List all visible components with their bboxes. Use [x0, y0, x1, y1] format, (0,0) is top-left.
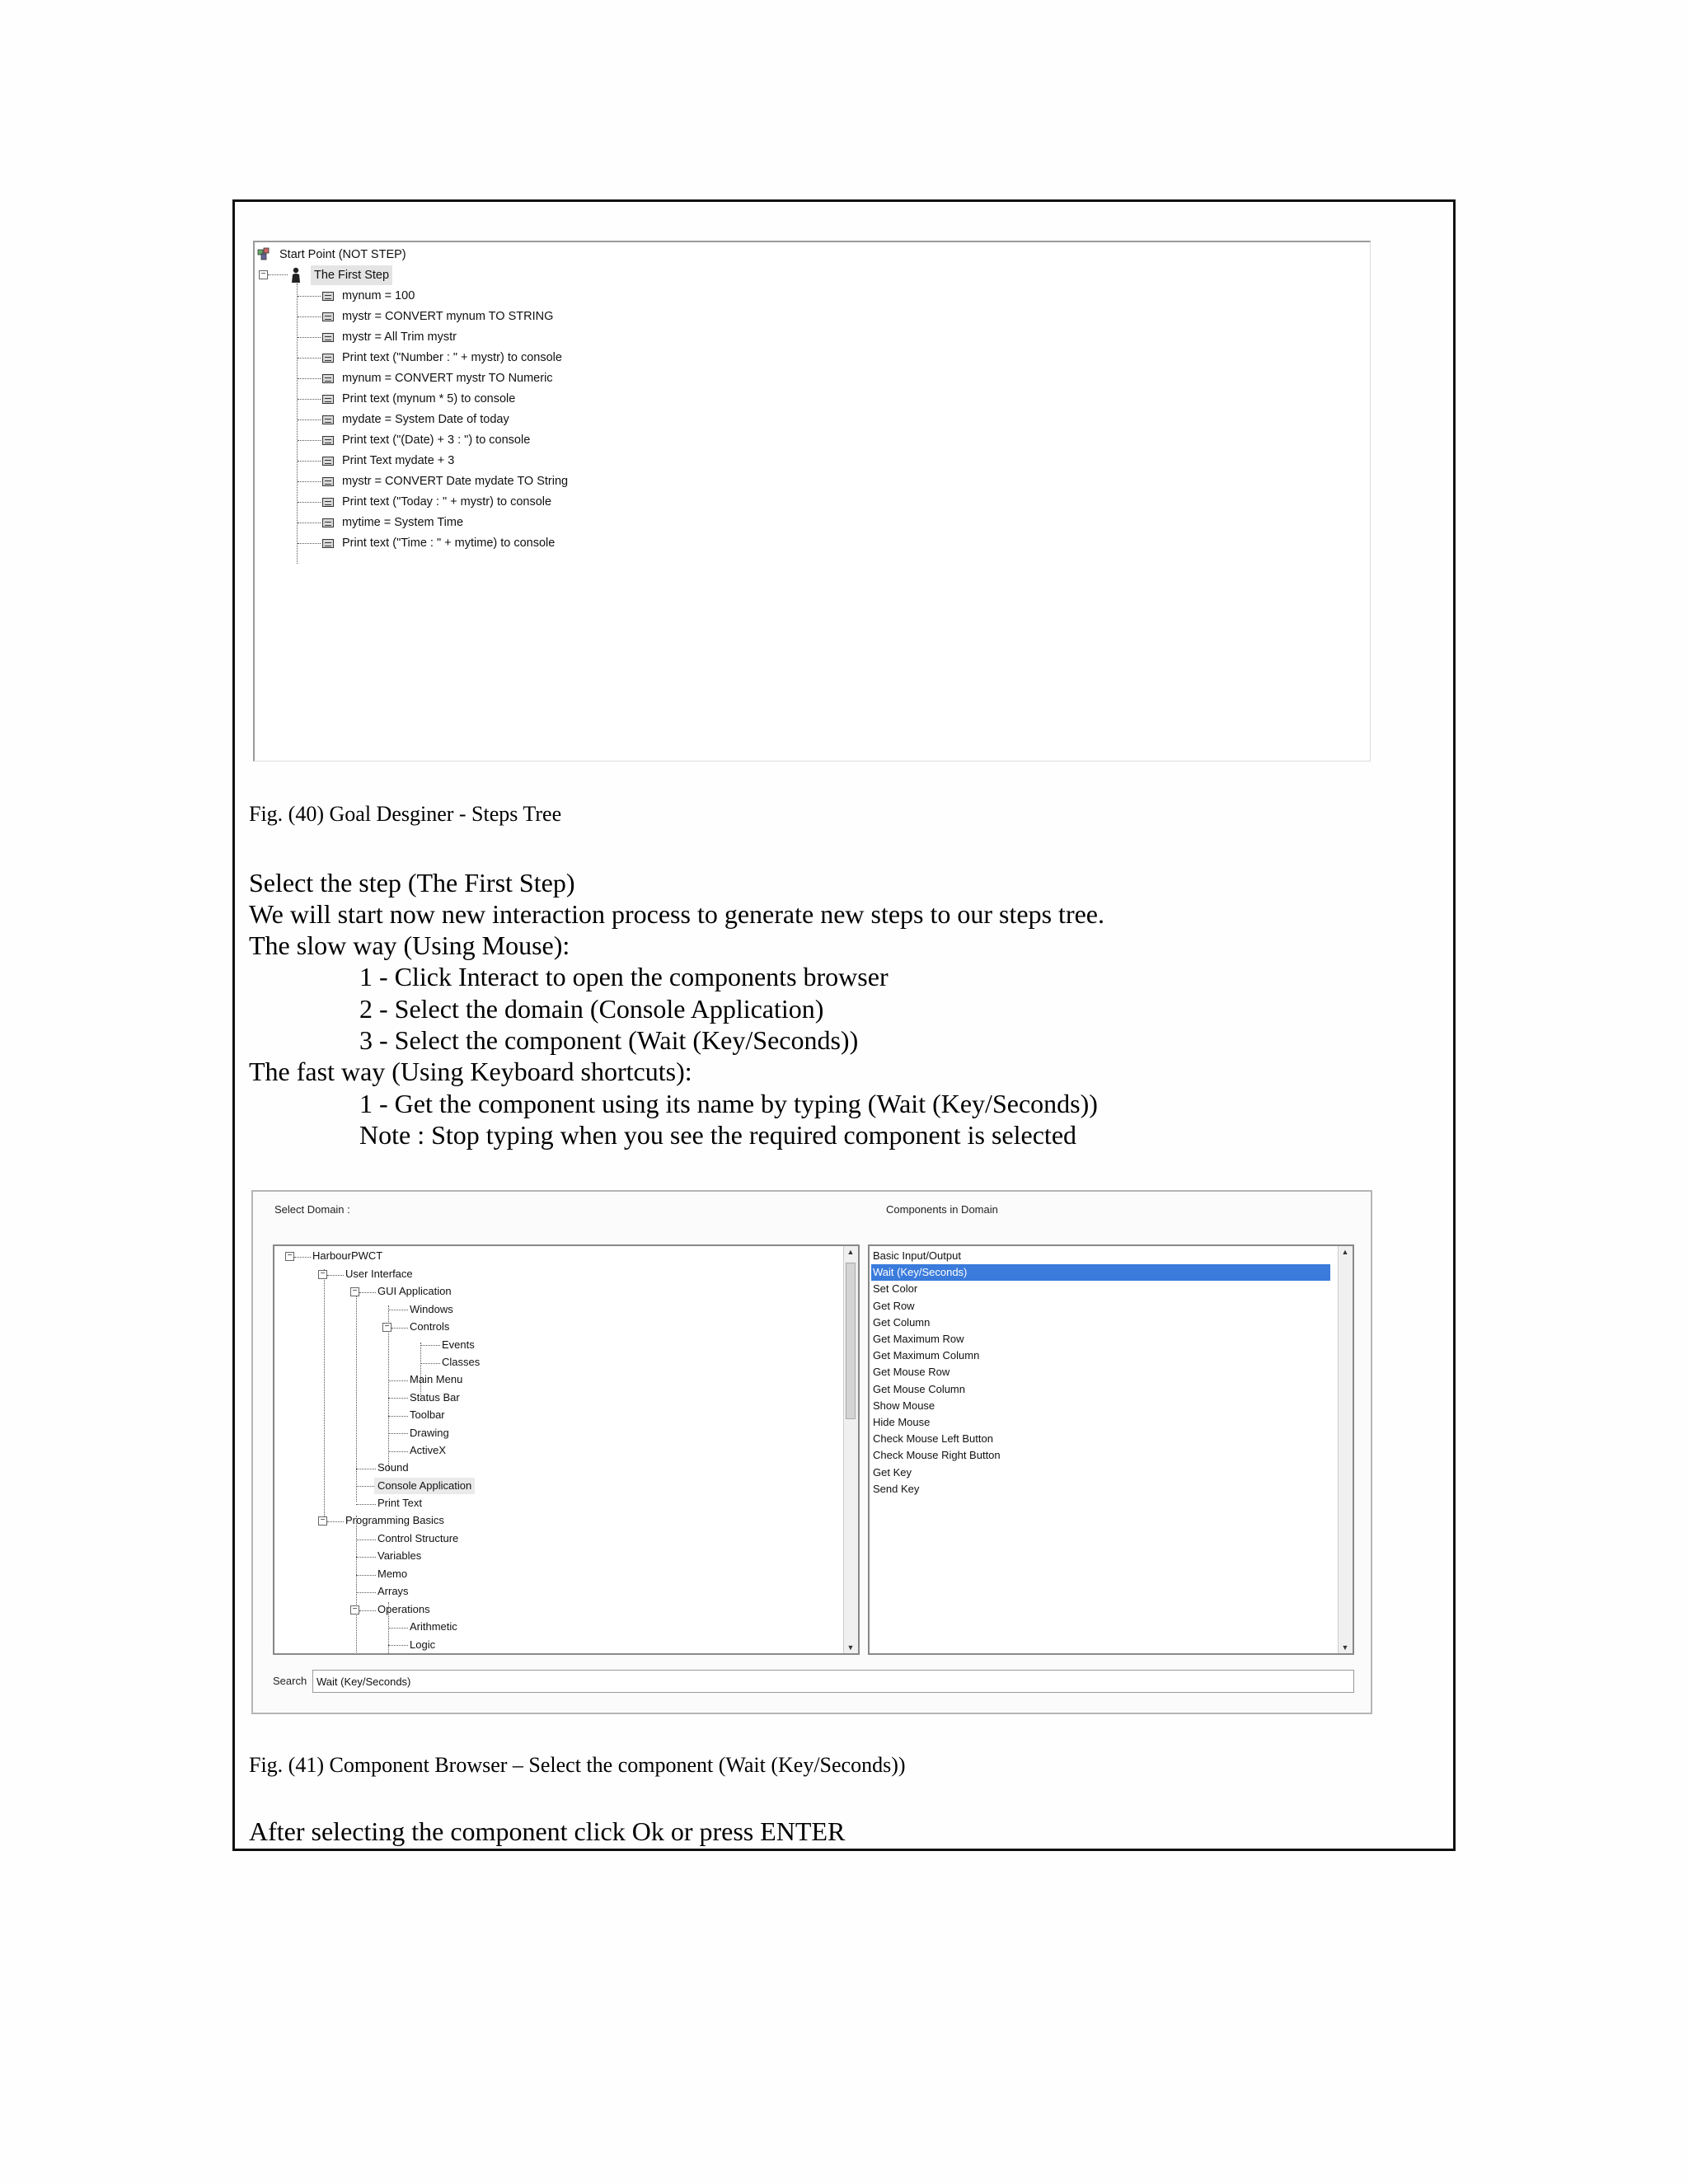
step-label: Print text ("Number : " + mystr) to console: [342, 351, 562, 364]
figure-41-caption: Fig. (41) Component Browser – Select the component (Wait (Key/Seconds)): [249, 1753, 906, 1777]
step-item[interactable]: [322, 410, 509, 429]
text-select-step: Select the step (The First Step): [249, 868, 575, 898]
component-item[interactable]: Get Mouse Column: [873, 1382, 965, 1395]
domain-node-print-text[interactable]: Print Text: [377, 1497, 422, 1509]
step-label: mystr = CONVERT Date mydate TO String: [342, 475, 569, 488]
components-list-scrollbar[interactable]: [1338, 1246, 1353, 1653]
step-label: Print text (mynum * 5) to console: [342, 392, 516, 405]
person-icon: [291, 267, 301, 284]
component-item-selected[interactable]: Wait (Key/Seconds): [871, 1264, 1330, 1281]
step-item[interactable]: [322, 307, 553, 326]
component-item[interactable]: Get Maximum Column: [873, 1349, 980, 1362]
component-item[interactable]: Send Key: [873, 1482, 920, 1495]
collapse-toggle[interactable]: −: [259, 270, 268, 279]
domain-node-main-menu[interactable]: Main Menu: [410, 1373, 463, 1385]
step-item[interactable]: [322, 471, 568, 491]
scroll-thumb[interactable]: [846, 1263, 856, 1419]
step-label: mydate = System Date of today: [342, 413, 509, 426]
step-icon: [322, 312, 334, 321]
domain-node-logic[interactable]: Logic: [410, 1638, 436, 1651]
step-icon: [322, 333, 334, 342]
step-label: mystr = All Trim mystr: [342, 330, 457, 344]
domain-node-activex[interactable]: ActiveX: [410, 1444, 447, 1456]
step-item[interactable]: [322, 492, 551, 512]
step-label: Print text ("Time : " + mytime) to console: [342, 537, 556, 550]
step-item[interactable]: [322, 327, 457, 347]
domain-node-windows[interactable]: Windows: [410, 1303, 453, 1315]
steps-tree-panel: [253, 241, 1371, 762]
step-label: mynum = CONVERT mystr TO Numeric: [342, 372, 553, 385]
component-item[interactable]: Hide Mouse: [873, 1416, 931, 1428]
expand-operations-toggle[interactable]: −: [350, 1605, 359, 1615]
step-icon: [322, 477, 334, 486]
scroll-up-arrow-icon[interactable]: ▲: [846, 1248, 855, 1256]
step-icon: [322, 539, 334, 548]
text-note: Note : Stop typing when you see the required component is selected: [359, 1120, 1077, 1150]
domain-node-console-application[interactable]: Console Application: [374, 1478, 475, 1494]
step-item[interactable]: [322, 368, 553, 388]
step-icon: [322, 457, 334, 466]
domain-node-gui-application[interactable]: GUI Application: [377, 1285, 452, 1297]
step-icon: [322, 354, 334, 363]
step-item[interactable]: [322, 451, 454, 471]
tree-node-first-step[interactable]: [311, 265, 392, 285]
domain-tree-scrollbar[interactable]: [843, 1246, 858, 1653]
expand-controls-toggle[interactable]: −: [382, 1323, 392, 1332]
first-step-label: The First Step: [314, 269, 390, 282]
component-item[interactable]: Basic Input/Output: [873, 1249, 961, 1262]
domain-node-user-interface[interactable]: User Interface: [345, 1268, 413, 1280]
component-item[interactable]: Get Mouse Row: [873, 1366, 950, 1379]
domain-node-classes[interactable]: Classes: [442, 1356, 481, 1368]
text-fast-step-1: 1 - Get the component using its name by typing (Wait (Key/Seconds)): [359, 1089, 1098, 1118]
step-item[interactable]: [322, 513, 463, 532]
text-slow-step-3: 3 - Select the component (Wait (Key/Seconds)): [359, 1025, 859, 1055]
search-label: Search: [273, 1675, 307, 1687]
text-after-selecting: After selecting the component click Ok or press ENTER: [249, 1816, 846, 1846]
domain-node-programming-basics[interactable]: Programming Basics: [345, 1514, 444, 1526]
text-slow-step-2: 2 - Select the domain (Console Application): [359, 994, 824, 1024]
figure-40-caption: Fig. (40) Goal Desginer - Steps Tree: [249, 802, 562, 826]
domain-node-events[interactable]: Events: [442, 1338, 475, 1351]
domain-node-harbourpwct[interactable]: HarbourPWCT: [312, 1249, 383, 1262]
component-item[interactable]: Get Row: [873, 1299, 915, 1312]
expand-gui-application-toggle[interactable]: −: [350, 1287, 359, 1296]
domain-node-memo[interactable]: Memo: [377, 1568, 408, 1580]
component-item[interactable]: Check Mouse Right Button: [873, 1449, 1001, 1462]
step-item[interactable]: [322, 286, 415, 306]
domain-tree[interactable]: [273, 1244, 860, 1655]
text-slow-way: The slow way (Using Mouse):: [249, 930, 570, 960]
scroll-down-arrow-icon[interactable]: ▼: [846, 1643, 855, 1652]
domain-node-controls[interactable]: Controls: [410, 1320, 450, 1333]
domain-node-drawing[interactable]: Drawing: [410, 1427, 449, 1439]
step-item[interactable]: [322, 430, 530, 450]
step-icon: [322, 374, 334, 383]
domain-node-operations[interactable]: Operations: [377, 1603, 430, 1615]
component-item[interactable]: Get Column: [873, 1315, 931, 1329]
step-label: mystr = CONVERT mynum TO STRING: [342, 310, 554, 323]
step-label: mytime = System Time: [342, 516, 464, 529]
step-icon: [322, 436, 334, 445]
domain-node-arithmetic[interactable]: Arithmetic: [410, 1620, 457, 1633]
domain-node-sound[interactable]: Sound: [377, 1461, 409, 1474]
step-item[interactable]: [322, 533, 555, 553]
scroll-up-arrow-icon[interactable]: ▲: [1341, 1248, 1349, 1256]
step-label: Print text ("Today : " + mystr) to console: [342, 495, 552, 509]
step-icon: [322, 292, 334, 301]
component-item[interactable]: Set Color: [873, 1282, 918, 1296]
domain-node-toolbar[interactable]: Toolbar: [410, 1408, 445, 1421]
step-icon: [322, 415, 334, 424]
domain-node-status-bar[interactable]: Status Bar: [410, 1391, 460, 1404]
domain-node-arrays[interactable]: Arrays: [377, 1585, 409, 1597]
step-label: mynum = 100: [342, 289, 415, 302]
text-fast-way: The fast way (Using Keyboard shortcuts):: [249, 1057, 692, 1086]
start-point-icon: [257, 247, 270, 260]
step-item[interactable]: [322, 348, 562, 368]
component-item[interactable]: Get Maximum Row: [873, 1333, 964, 1345]
components-list[interactable]: [868, 1244, 1354, 1655]
text-new-interaction: We will start now new interaction process to generate new steps to our steps tree.: [249, 899, 1104, 929]
select-domain-label: Select Domain :: [274, 1203, 350, 1216]
expand-user-interface-toggle[interactable]: −: [318, 1270, 327, 1279]
domain-node-control-structure[interactable]: Control Structure: [377, 1532, 459, 1544]
scroll-down-arrow-icon[interactable]: ▼: [1341, 1643, 1349, 1652]
step-label: Print text ("(Date) + 3 : ") to console: [342, 434, 531, 447]
step-icon: [322, 395, 334, 404]
step-icon: [322, 498, 334, 507]
text-slow-step-1: 1 - Click Interact to open the components browser: [359, 962, 889, 991]
expand-harbourpwct-toggle[interactable]: −: [285, 1252, 294, 1261]
step-icon: [322, 518, 334, 527]
component-browser: [251, 1190, 1372, 1714]
components-in-domain-label: Components in Domain: [886, 1203, 998, 1216]
search-input[interactable]: Wait (Key/Seconds): [312, 1670, 1354, 1693]
expand-programming-basics-toggle[interactable]: −: [318, 1516, 327, 1526]
component-item[interactable]: Show Mouse: [873, 1399, 935, 1412]
tree-root-start-point[interactable]: [279, 245, 406, 265]
start-point-label: Start Point (NOT STEP): [279, 248, 406, 261]
component-item[interactable]: Get Key: [873, 1465, 912, 1479]
step-label: Print Text mydate + 3: [342, 454, 455, 467]
step-item[interactable]: [322, 389, 515, 409]
component-item[interactable]: Check Mouse Left Button: [873, 1432, 993, 1446]
domain-node-variables[interactable]: Variables: [377, 1549, 422, 1562]
